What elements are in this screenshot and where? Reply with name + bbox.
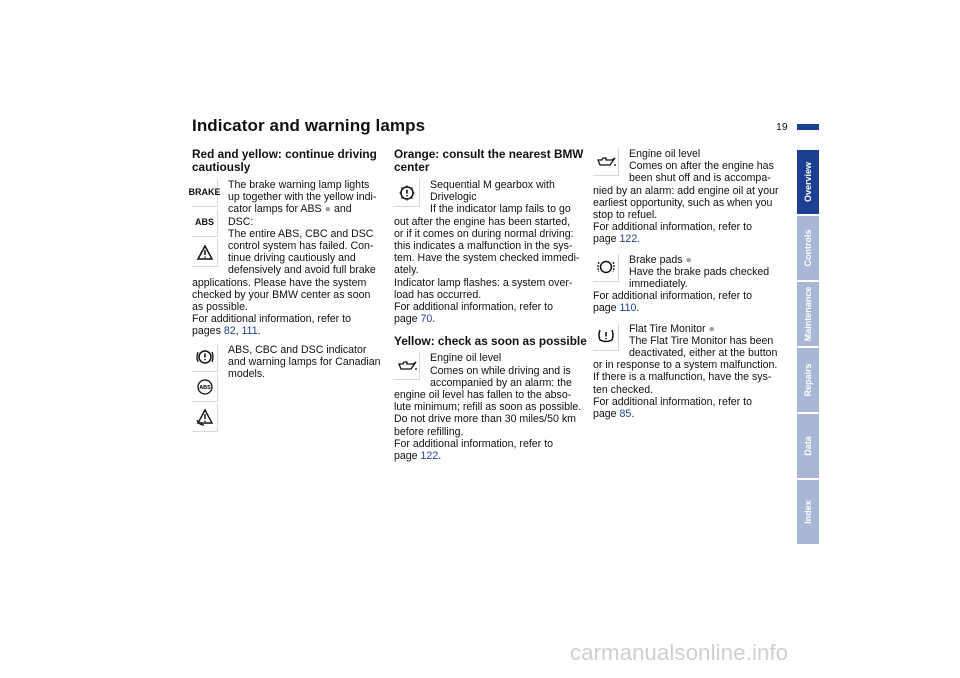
page-title: Indicator and warning lamps	[192, 116, 426, 135]
flat-tire-icon	[593, 323, 619, 351]
text-line: Indicator lamp flashes: a system over-	[394, 276, 573, 289]
tab-controls[interactable]: Controls	[797, 216, 819, 280]
abs-icon: ABS	[192, 209, 218, 237]
text-line: out after the engine has been started,	[394, 215, 571, 228]
page-link[interactable]: 70	[420, 313, 433, 326]
column-right	[593, 148, 791, 420]
page-link[interactable]: 111	[241, 325, 258, 338]
tab-overview[interactable]: Overview	[797, 150, 819, 214]
abs-circle-icon	[192, 374, 218, 402]
text-line: as possible.	[192, 301, 248, 314]
watermark: carmanualsonline.info	[570, 640, 789, 665]
text-line: load has occurred.	[394, 288, 482, 301]
text-line: DSC:	[228, 215, 254, 228]
text-line: engine oil level has fallen to the abso-	[394, 389, 572, 402]
svg-text:ABS: ABS	[198, 385, 211, 392]
text-line: page 122.	[593, 233, 641, 246]
text-line: For additional information, refer to	[593, 221, 752, 234]
text-line: cator lamps for ABS ● and	[228, 203, 352, 216]
oil-level-shutoff-block	[593, 148, 791, 185]
text-line: Engine oil level	[629, 148, 701, 160]
text-line: page 70.	[394, 313, 436, 326]
page-link[interactable]: 122	[420, 450, 439, 463]
tab-data[interactable]: Data	[797, 414, 819, 478]
text-line: For additional information, refer to	[593, 290, 752, 303]
section-heading-yellow: Yellow: check as soon as possible	[394, 334, 587, 349]
text-line: Comes on after the engine has	[629, 160, 774, 173]
text-line: been shut off and is accompa-	[629, 172, 771, 185]
text-line: tem. Have the system checked immedi-	[394, 252, 580, 265]
brake-pads-block	[593, 254, 791, 291]
text-line: and warning lamps for Canadian	[228, 355, 381, 368]
canadian-lamps-block	[192, 343, 382, 392]
text-line: Comes on while driving and is	[430, 364, 571, 377]
oil-level-driving-block	[394, 352, 589, 389]
gearbox-exclamation-icon	[394, 179, 420, 207]
text-line: immediately.	[629, 278, 688, 291]
text-line: earliest opportunity, such as when you	[593, 196, 773, 209]
text-line: before refilling.	[394, 425, 464, 438]
text-line: ately.	[394, 264, 419, 277]
text-line: Brake pads ●	[629, 253, 692, 266]
side-tab-bar	[797, 150, 819, 546]
oil-can-icon	[394, 352, 420, 380]
section-heading-red-yellow: Red and yellow: continue driving cautiously	[192, 147, 377, 174]
page-link[interactable]: 110	[619, 302, 637, 315]
text-line: nied by an alarm: add engine oil at your	[593, 184, 779, 197]
text-line: Engine oil level	[430, 352, 502, 365]
text-line: up together with the yellow indi-	[228, 191, 377, 204]
text-line: stop to refuel.	[593, 209, 658, 222]
text-line: Do not drive more than 30 miles/50 km	[394, 413, 576, 426]
text-line: page 110.	[593, 302, 640, 315]
text-line: accompanied by an alarm: the	[430, 376, 572, 389]
section-heading-orange: Orange: consult the nearest BMW center	[394, 147, 584, 174]
warning-triangle-icon	[192, 239, 218, 267]
yellow-dot-icon: ●	[685, 253, 692, 266]
text-line: For additional information, refer to	[192, 313, 351, 326]
page-link[interactable]: 82	[223, 325, 236, 338]
text-line: applications. Please have the system	[192, 276, 367, 289]
page-number: 19	[776, 121, 788, 133]
text-line: For additional information, refer to	[593, 395, 752, 408]
page-link[interactable]: 122	[619, 233, 638, 246]
brake-icon: BRAKE	[192, 179, 218, 207]
brake-circle-exclamation-icon	[192, 344, 218, 372]
text-line: If the indicator lamp fails to go	[430, 203, 571, 216]
text-line: deactivated, either at the button	[629, 347, 778, 360]
yellow-dot-icon: ●	[708, 322, 715, 335]
gearbox-block	[394, 179, 589, 216]
text-line: For additional information, refer to	[394, 437, 553, 450]
tab-repairs[interactable]: Repairs	[797, 348, 819, 412]
text-line: page 85.	[593, 408, 635, 421]
text-line: or in response to a system malfunction.	[593, 359, 778, 372]
text-line: or if it comes on during normal driving:	[394, 227, 574, 240]
text-line: ABS, CBC and DSC indicator	[228, 343, 367, 356]
text-line: The entire ABS, CBC and DSC	[228, 227, 374, 240]
text-line: checked by your BMW center as soon	[192, 288, 371, 301]
brake-warning-block	[188, 179, 382, 277]
text-line: Sequential M gearbox with	[430, 179, 555, 191]
column-middle	[394, 148, 589, 462]
tab-maintenance[interactable]: Maintenance	[797, 282, 819, 346]
text-line: this indicates a malfunction in the sys-	[394, 240, 573, 253]
text-line: The brake warning lamp lights	[228, 179, 370, 191]
page-link[interactable]: 85	[619, 408, 632, 421]
corner-accent-bar	[797, 124, 819, 130]
text-line: Drivelogic	[430, 191, 477, 204]
brake-pads-icon	[593, 254, 619, 282]
tab-index[interactable]: Index	[797, 480, 819, 544]
text-line: Flat Tire Monitor ●	[629, 322, 715, 335]
text-line: Have the brake pads checked	[629, 265, 770, 278]
flat-tire-block	[593, 323, 791, 360]
text-line: If there is a malfunction, have the sys-	[593, 371, 772, 384]
text-line: control system has failed. Con-	[228, 240, 374, 253]
text-line: ten checked.	[593, 383, 654, 396]
text-line: defensively and avoid full brake	[228, 264, 376, 277]
text-line: pages 82, 111.	[192, 325, 261, 338]
text-line: The Flat Tire Monitor has been	[629, 334, 774, 347]
yellow-dot-icon: ●	[324, 203, 331, 216]
text-line: For additional information, refer to	[394, 301, 553, 314]
text-line: tinue driving cautiously and	[228, 252, 356, 265]
text-line: lute minimum; refill as soon as possible.	[394, 401, 582, 414]
text-line: page 122.	[394, 450, 442, 463]
column-left	[188, 147, 382, 434]
text-line: models.	[228, 368, 266, 381]
oil-can-icon	[593, 148, 619, 176]
dsc-triangle-arrow-icon	[192, 404, 218, 432]
